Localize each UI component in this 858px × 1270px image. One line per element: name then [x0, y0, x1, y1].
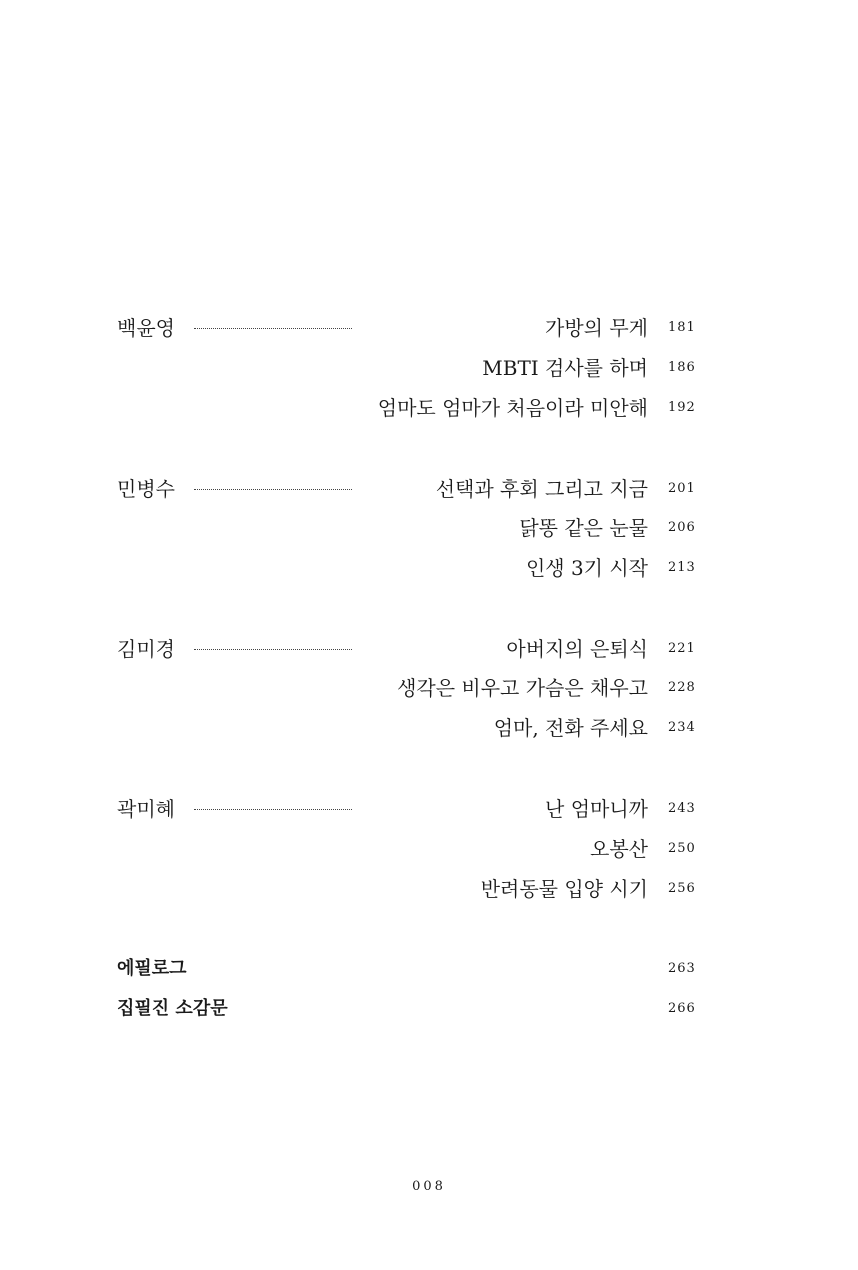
- page-number: 008: [412, 1179, 446, 1194]
- toc-entry[interactable]: [0, 477, 858, 513]
- toc-entry[interactable]: [0, 356, 858, 392]
- toc-entry-authors-remarks[interactable]: [0, 998, 858, 1033]
- entry-title: 오봉산: [590, 837, 648, 861]
- entry-title: 선택과 후회 그리고 지금: [435, 477, 648, 501]
- entry-title: 인생 3기 시작: [525, 556, 648, 580]
- entry-page-number: 266: [668, 1001, 696, 1016]
- toc-entry[interactable]: [0, 396, 858, 432]
- author-name: 민병수: [117, 477, 175, 501]
- entry-title: 생각은 비우고 가슴은 채우고: [397, 676, 648, 700]
- author-name: 백윤영: [117, 316, 175, 340]
- entry-title: 에필로그: [117, 958, 187, 979]
- toc-entry[interactable]: [0, 516, 858, 552]
- entry-page-number: 221: [668, 641, 696, 656]
- entry-page-number: 234: [668, 720, 696, 735]
- entry-title: 난 엄마니까: [545, 797, 648, 821]
- entry-title: 아버지의 은퇴식: [506, 637, 648, 661]
- toc-entry[interactable]: [0, 716, 858, 752]
- entry-page-number: 256: [668, 881, 696, 896]
- entry-page-number: 263: [668, 961, 696, 976]
- entry-page-number: 186: [668, 360, 696, 375]
- entry-page-number: 243: [668, 801, 696, 816]
- toc-entry-epilogue[interactable]: [0, 958, 858, 993]
- toc-entry[interactable]: [0, 877, 858, 913]
- entry-page-number: 192: [668, 400, 696, 415]
- entry-page-number: 201: [668, 481, 696, 496]
- author-name: 곽미혜: [117, 797, 175, 821]
- toc-entry[interactable]: [0, 676, 858, 712]
- entry-title: MBTI 검사를 하며: [482, 356, 648, 380]
- entry-title: 반려동물 입양 시기: [480, 877, 648, 901]
- author-name: 김미경: [117, 637, 175, 661]
- toc-entry[interactable]: [0, 316, 858, 352]
- entry-page-number: 213: [668, 560, 696, 575]
- entry-page-number: 181: [668, 320, 696, 335]
- entry-title: 집필진 소감문: [117, 998, 228, 1019]
- entry-page-number: 250: [668, 841, 696, 856]
- entry-title: 엄마도 엄마가 처음이라 미안해: [377, 396, 648, 420]
- entry-title: 엄마, 전화 주세요: [493, 716, 648, 740]
- toc-entry[interactable]: [0, 556, 858, 592]
- toc-entry[interactable]: [0, 797, 858, 833]
- entry-page-number: 228: [668, 680, 696, 695]
- toc-entry[interactable]: [0, 637, 858, 673]
- entry-page-number: 206: [668, 520, 696, 535]
- entry-title: 닭똥 같은 눈물: [519, 516, 648, 540]
- entry-title: 가방의 무게: [545, 316, 648, 340]
- toc-entry[interactable]: [0, 837, 858, 873]
